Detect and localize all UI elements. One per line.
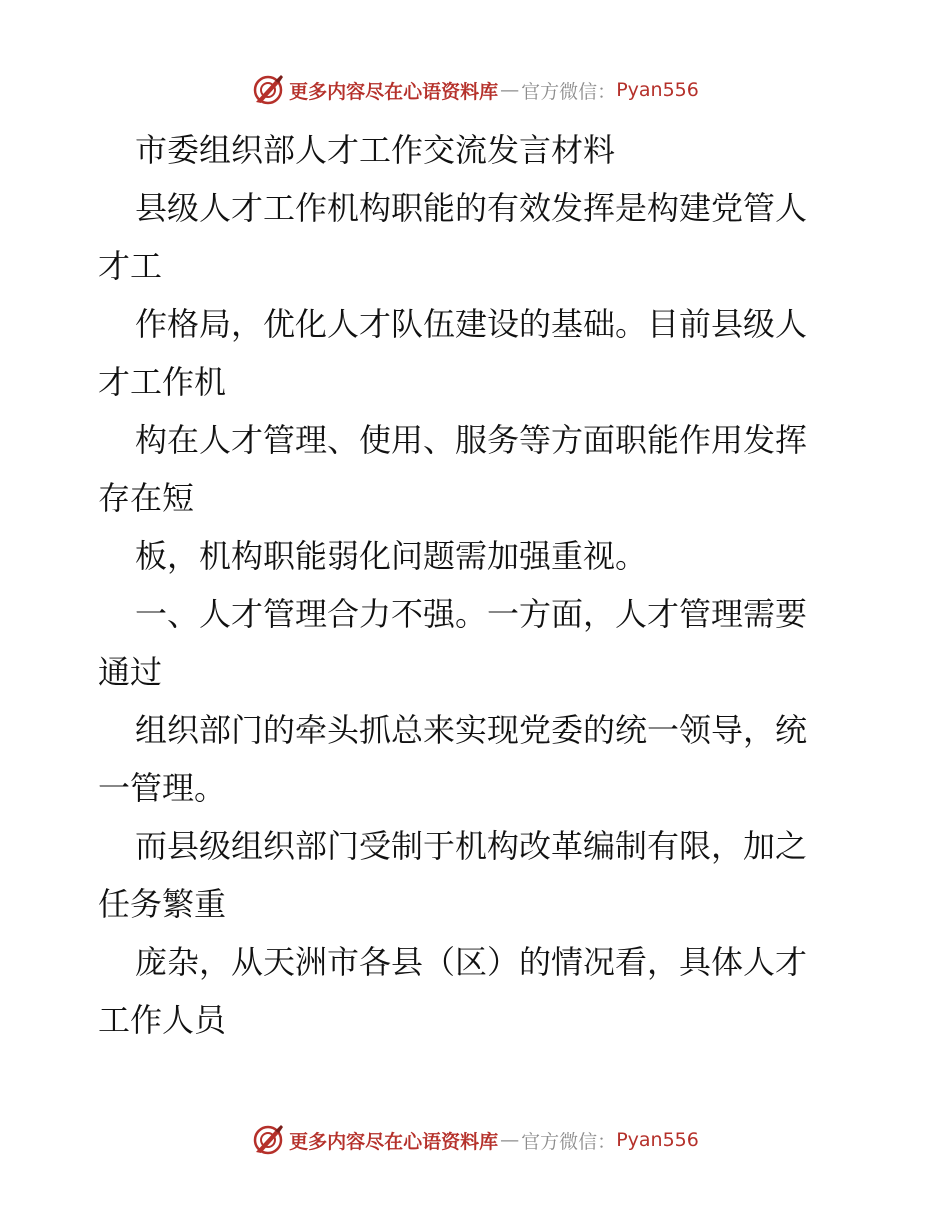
text-line: 组织部门的牵头抓总来实现党委的统一领导，统 bbox=[135, 711, 808, 749]
text-line: 作格局，优化人才队伍建设的基础。目前县级人 bbox=[135, 305, 808, 343]
text-line: 才工 bbox=[98, 247, 163, 285]
banner-dash: — bbox=[500, 79, 520, 101]
banner-wechat-id: Pyan556 bbox=[616, 79, 699, 101]
footer-banner bbox=[0, 1120, 950, 1160]
banner-subtitle: 官方微信： bbox=[521, 1130, 617, 1153]
header-banner bbox=[0, 70, 950, 110]
banner-subtitle: 官方微信： bbox=[521, 80, 617, 103]
text-line: 庞杂，从天洲市各县（区）的情况看，具体人才 bbox=[135, 943, 808, 981]
banner-dash: — bbox=[500, 1129, 520, 1151]
text-line: 一、人才管理合力不强。一方面，人才管理需要 bbox=[135, 595, 808, 633]
banner-title: 更多内容尽在心语资料库 bbox=[289, 80, 499, 103]
text-line: 市委组织部人才工作交流发言材料 bbox=[135, 131, 616, 169]
banner-wechat-id: Pyan556 bbox=[616, 1129, 699, 1151]
banner-title: 更多内容尽在心语资料库 bbox=[289, 1130, 499, 1153]
text-line: 一管理。 bbox=[98, 769, 227, 807]
text-line: 存在短 bbox=[98, 479, 195, 517]
text-line: 才工作机 bbox=[98, 363, 227, 401]
text-line: 工作人员 bbox=[98, 1001, 227, 1039]
pen-logo-icon bbox=[251, 73, 285, 107]
text-line: 通过 bbox=[98, 653, 163, 691]
pen-logo-icon bbox=[251, 1123, 285, 1157]
text-line: 县级人才工作机构职能的有效发挥是构建党管人 bbox=[135, 189, 808, 227]
text-line: 任务繁重 bbox=[98, 885, 227, 923]
text-line: 而县级组织部门受制于机构改革编制有限，加之 bbox=[135, 827, 808, 865]
text-line: 构在人才管理、使用、服务等方面职能作用发挥 bbox=[135, 421, 808, 459]
text-line: 板，机构职能弱化问题需加强重视。 bbox=[135, 537, 648, 575]
document-body bbox=[98, 121, 858, 1049]
